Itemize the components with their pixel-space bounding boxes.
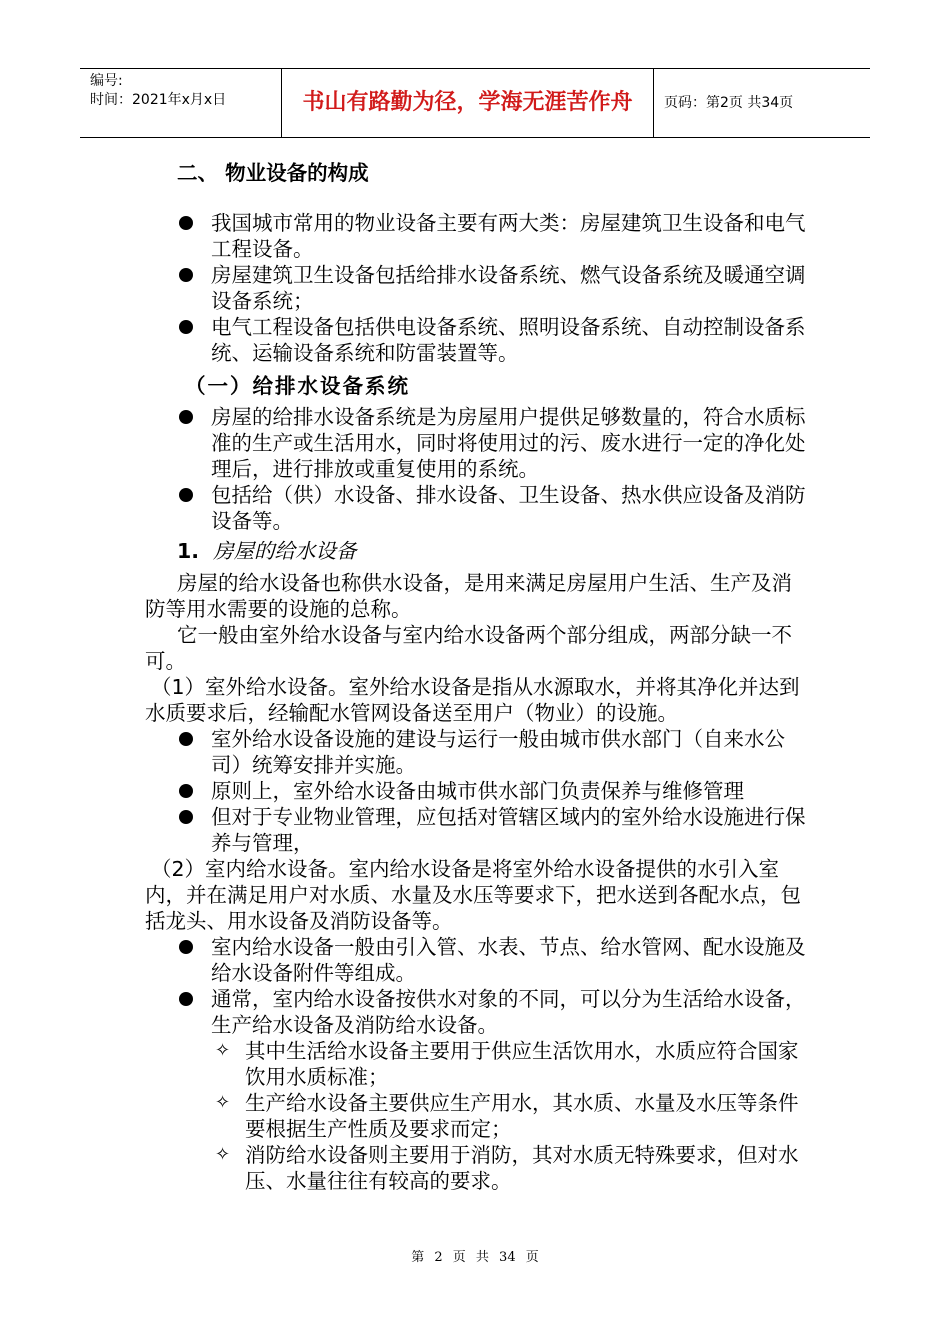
diamond-bullet-icon: ✧ — [215, 1040, 231, 1061]
sub-list-item — [145, 1142, 810, 1194]
bullet-dot-icon — [179, 410, 193, 424]
list-item-text: 电气工程设备包括供电设备系统、照明设备系统、自动控制设备系统、运输设备系统和防雷装置等。 — [211, 315, 806, 365]
list-item-text: 通常，室内给水设备按供水对象的不同，可以分为生活给水设备，生产给水设备及消防给水设备。 — [211, 987, 806, 1037]
list-item-text: 室外给水设备设施的建设与运行一般由城市供水部门（自来水公司）统筹安排并实施。 — [211, 727, 785, 777]
outdoor-paragraph: （1）室外给水设备。室外给水设备是指从水源取水，并将其净化并达到水质要求后，经输配水管网设备送至用户（物业）的设施。 — [145, 675, 800, 725]
list-item — [145, 934, 810, 986]
bullet-dot-icon — [179, 732, 193, 746]
paragraph: 它一般由室外给水设备与室内给水设备两个部分组成，两部分缺一不可。 — [145, 623, 792, 673]
list-item — [145, 778, 810, 804]
item-title: 房屋的给水设备 — [213, 539, 357, 563]
header-motto: 书山有路勤为径，学海无涯苦作舟 — [282, 69, 654, 137]
sub-list-item-text: 生产给水设备主要供应生产用水，其水质、水量及水压等条件要根据生产性质及要求而定； — [245, 1091, 799, 1141]
list-item-text: 包括给（供）水设备、排水设备、卫生设备、热水供应设备及消防设备等。 — [211, 483, 806, 533]
bullet-dot-icon — [179, 268, 193, 282]
list-item-text: 房屋的给排水设备系统是为房屋用户提供足够数量的，符合水质标准的生产或生活用水，同时将使用过的污、废水进行一定的净化处理后，进行排放或重复使用的系统。 — [211, 405, 806, 481]
item-heading — [145, 538, 810, 564]
bullet-dot-icon — [179, 320, 193, 334]
sub-list-item-text: 其中生活给水设备主要用于供应生活饮用水，水质应符合国家饮用水质标准； — [245, 1039, 799, 1089]
list-item-text: 房屋建筑卫生设备包括给排水设备系统、燃气设备系统及暖通空调设备系统； — [211, 263, 806, 313]
paragraph: 房屋的给水设备也称供水设备，是用来满足房屋用户生活、生产及消防等用水需要的设施的总称。 — [145, 571, 792, 621]
list-item — [145, 986, 810, 1038]
bullet-dot-icon — [179, 940, 193, 954]
bullet-dot-icon — [179, 488, 193, 502]
bullet-dot-icon — [179, 216, 193, 230]
list-item — [145, 482, 810, 534]
list-item-text: 我国城市常用的物业设备主要有两大类：房屋建筑卫生设备和电气工程设备。 — [211, 211, 806, 261]
bullet-dot-icon — [179, 784, 193, 798]
header-page-number: 页码：第2页 共34页 — [664, 95, 794, 111]
page-header — [80, 68, 870, 138]
list-item-text: 但对于专业物业管理，应包括对管辖区域内的室外给水设施进行保养与管理， — [211, 805, 806, 855]
list-item — [145, 804, 810, 856]
document-body — [145, 156, 810, 1194]
header-meta — [80, 69, 282, 137]
list-item — [145, 210, 810, 262]
section-heading: 二、 物业设备的构成 — [177, 161, 369, 185]
list-item — [145, 314, 810, 366]
sub-list-item-text: 消防给水设备则主要用于消防，其对水质无特殊要求，但对水压、水量往往有较高的要求。 — [245, 1143, 799, 1193]
document-date-label: 时间：2021年x月x日 — [90, 92, 227, 108]
sub-list-item — [145, 1038, 810, 1090]
list-item — [145, 726, 810, 778]
subsection-heading: （一）给排水设备系统 — [185, 374, 410, 398]
list-item — [145, 262, 810, 314]
diamond-bullet-icon: ✧ — [215, 1144, 231, 1165]
list-item-text: 原则上，室外给水设备由城市供水部门负责保养与维修管理 — [211, 779, 744, 803]
diamond-bullet-icon: ✧ — [215, 1092, 231, 1113]
page-footer: 第 2 页 共 34 页 — [411, 1250, 539, 1265]
list-item-text: 室内给水设备一般由引入管、水表、节点、给水管网、配水设施及给水设备附件等组成。 — [211, 935, 806, 985]
sub-list-item — [145, 1090, 810, 1142]
bullet-dot-icon — [179, 810, 193, 824]
bullet-dot-icon — [179, 992, 193, 1006]
document-number-label: 编号: — [90, 73, 123, 89]
item-number: 1. — [177, 539, 200, 563]
list-item — [145, 404, 810, 482]
indoor-paragraph: （2）室内给水设备。室内给水设备是将室外给水设备提供的水引入室内，并在满足用户对水质、水量及水压等要求下，把水送到各配水点，包括龙头、用水设备及消防设备等。 — [145, 857, 801, 933]
